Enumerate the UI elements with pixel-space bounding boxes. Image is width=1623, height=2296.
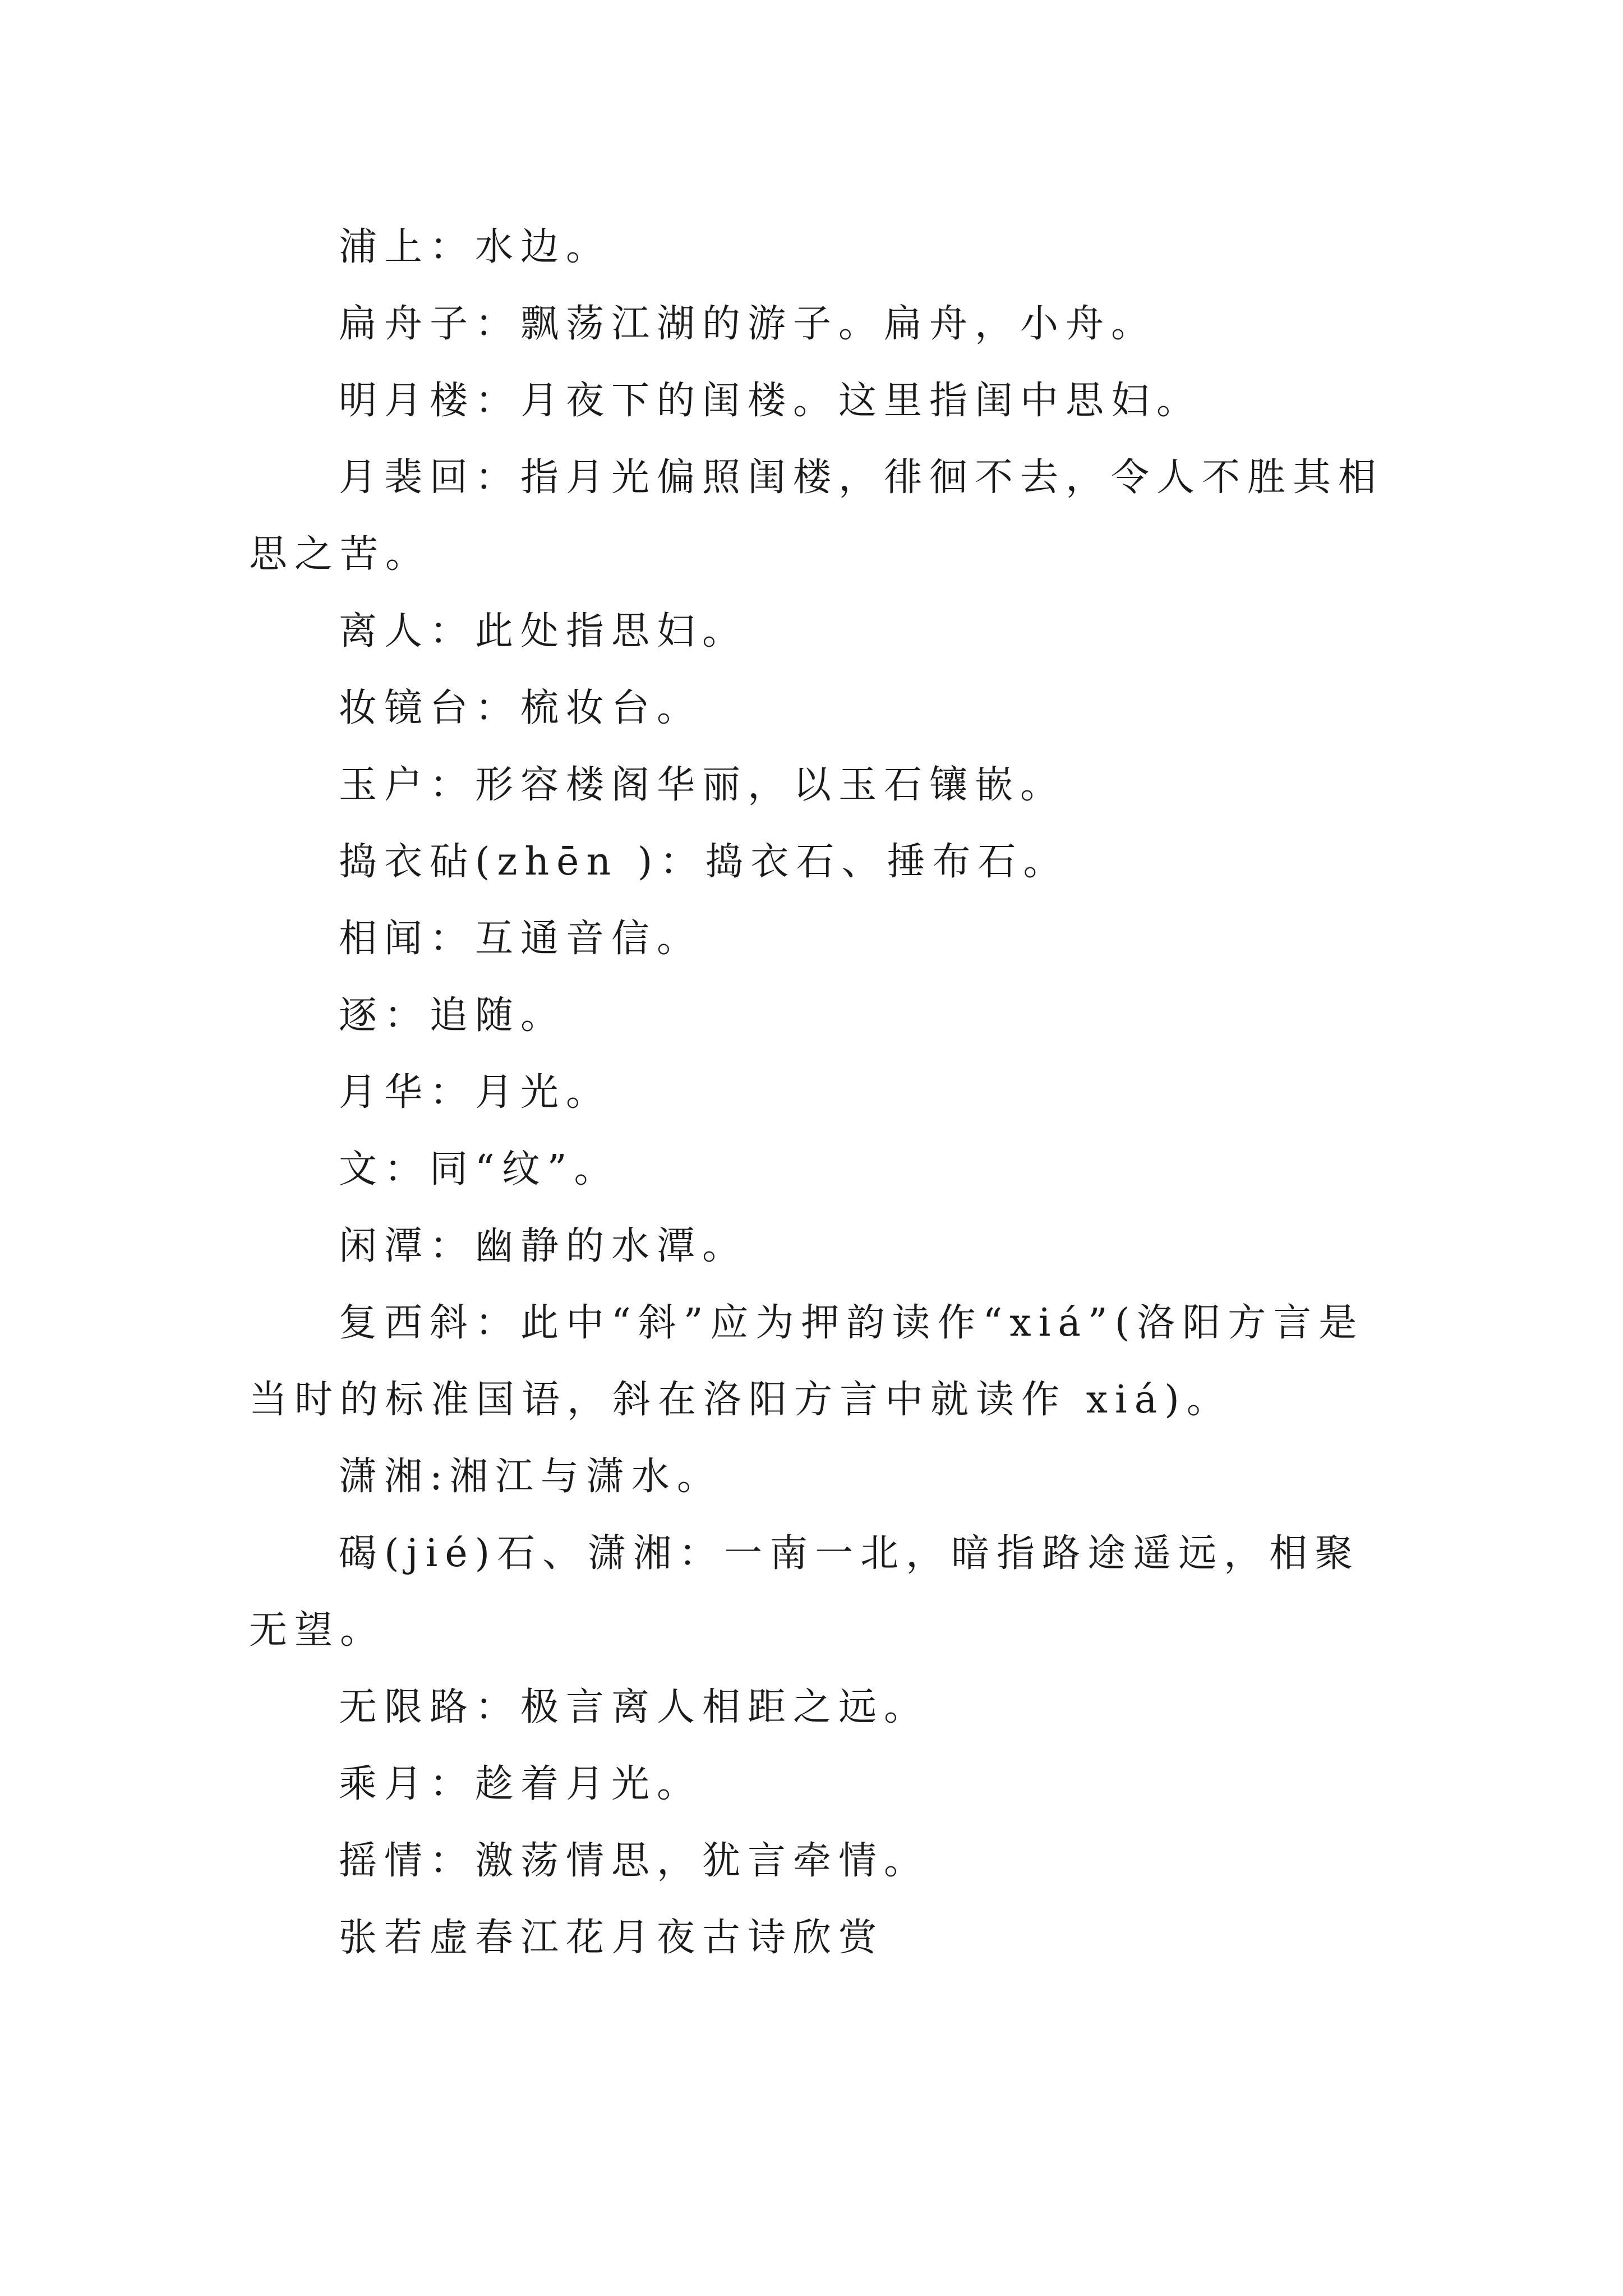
note-yuhu: 玉户：形容楼阁华丽，以玉石镶嵌。 [339,763,1066,807]
section-title: 张若虚春江花月夜古诗欣赏 [339,1916,884,1960]
note-pushang: 浦上：水边。 [339,225,612,269]
note-chengyue: 乘月：趁着月光。 [339,1762,703,1806]
note-daoyizhen: 捣衣砧(zhēn )：捣衣石、捶布石。 [339,840,1069,884]
note-jieshi: 碣(jié)石、潇湘：一南一北，暗指路途遥远，相聚无望。 [249,1531,1361,1653]
note-mingyuelou: 明月楼：月夜下的闺楼。这里指闺中思妇。 [339,379,1202,423]
note-xiantan: 闲潭：幽静的水潭。 [339,1224,748,1268]
note-xiangwen: 相闻：互通音信。 [339,917,703,961]
note-wen: 文：同“纹”。 [339,1147,620,1191]
note-yaoqing: 摇情：激荡情思，犹言牵情。 [339,1839,930,1883]
annotation-list [249,209,1387,1976]
note-liren: 离人：此处指思妇。 [339,609,748,654]
note-zhuangjingtai: 妆镜台：梳妆台。 [339,686,703,730]
note-xiaoxiang: 潇湘:湘江与潇水。 [339,1455,722,1499]
note-wuxianlu: 无限路：极言离人相距之远。 [339,1685,930,1729]
note-yuehua: 月华：月光。 [339,1070,612,1115]
note-zhu: 逐：追随。 [339,993,566,1038]
note-fuxixie: 复西斜：此中“斜”应为押韵读作“xiá”(洛阳方言是当时的标准国语，斜在洛阳方言中就读作 xiá)。 [249,1301,1364,1422]
note-bianzhouzi: 扁舟子：飘荡江湖的游子。扁舟，小舟。 [339,302,1157,346]
note-yuepeihui: 月裴回：指月光偏照闺楼，徘徊不去，令人不胜其相思之苦。 [249,455,1384,577]
